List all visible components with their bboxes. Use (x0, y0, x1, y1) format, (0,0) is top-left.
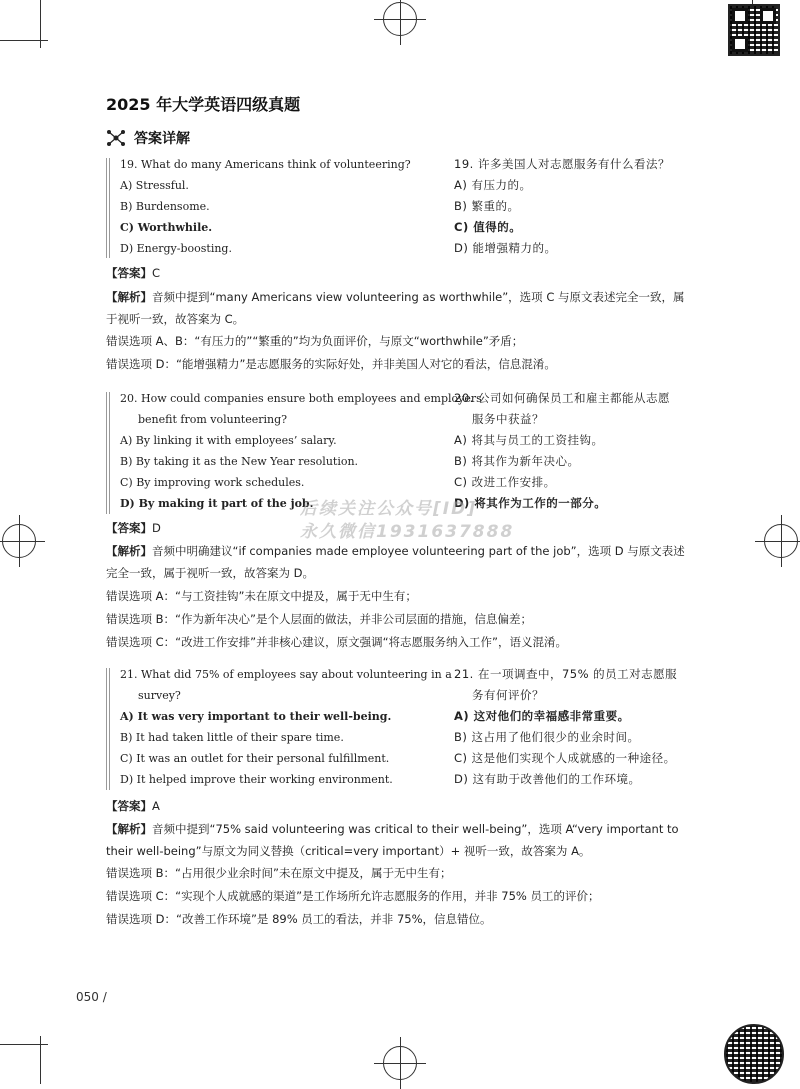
question-english (120, 388, 482, 514)
analysis-text: 音频中提到“75% said volunteering was critical to their well-being”，选项 A“very important to their well-being”与原文为同义替换（critical=very important）+ 视听一致，故答案为 A。 (106, 822, 679, 858)
question-stem-cont: survey? (138, 689, 181, 702)
analysis-paragraph (106, 540, 694, 584)
option-c-zh: C) 改进工作安排。 (454, 475, 556, 489)
question-stem-zh: 21. 在一项调查中，75% 的员工对志愿服 (454, 667, 678, 681)
question-chinese (454, 388, 696, 514)
option-a: A) By linking it with employees’ salary. (120, 434, 337, 447)
section-header (106, 128, 190, 148)
analysis-label: 【解析】 (106, 290, 152, 304)
option-b: B) Burdensome. (120, 200, 210, 213)
analysis-label: 【解析】 (106, 822, 152, 836)
crop-mark (40, 1036, 41, 1084)
option-d-zh: D) 将其作为工作的一部分。 (454, 496, 607, 510)
wrong-option-note: 错误选项 A：“与工资挂钩”未在原文中提及，属于无中生有； (106, 589, 417, 603)
registration-mark (764, 524, 798, 558)
wrong-option-note: 错误选项 B：“占用很少业余时间”未在原文中提及，属于无中生有； (106, 866, 452, 880)
option-a-zh: A) 这对他们的幸福感非常重要。 (454, 709, 630, 723)
option-b-zh: B) 这占用了他们很少的业余时间。 (454, 730, 640, 744)
option-c: C) Worthwhile. (120, 221, 213, 234)
watermark-line: 后续关注公众号[ID] (300, 499, 477, 519)
option-b: B) It had taken little of their spare time. (120, 731, 344, 744)
page-title: 2025 年大学英语四级真题 (106, 95, 301, 114)
question-block-20 (106, 388, 696, 516)
option-a: A) Stressful. (120, 179, 189, 192)
section-label: 答案详解 (134, 131, 190, 147)
analysis-paragraph (106, 818, 694, 862)
option-a-zh: A) 有压力的。 (454, 178, 532, 192)
analysis-label: 【解析】 (106, 544, 152, 558)
registration-mark (383, 2, 417, 36)
answer-label: 【答案】 (106, 521, 152, 535)
wrong-option-note: 错误选项 D：“能增强精力”是志愿服务的实际好处，并非美国人对它的看法，信息混淆。 (106, 357, 556, 371)
option-d-zh: D) 这有助于改善他们的工作环境。 (454, 772, 641, 786)
option-c-zh: C) 值得的。 (454, 220, 522, 234)
option-c-zh: C) 这是他们实现个人成就感的一种途径。 (454, 751, 676, 765)
wrong-option-note: 错误选项 B：“作为新年决心”是个人层面的做法，并非公司层面的措施，信息偏差； (106, 612, 532, 626)
registration-mark (383, 1046, 417, 1080)
qr-code-icon (724, 1024, 784, 1084)
page-number: 050 / (76, 990, 107, 1004)
answer-line (106, 262, 694, 284)
option-d: D) Energy-boosting. (120, 242, 232, 255)
analysis-paragraph (106, 286, 694, 330)
answer-label: 【答案】 (106, 799, 152, 813)
crop-mark (0, 40, 48, 41)
wrong-option-note: 错误选项 D：“改善工作环境”是 89% 员工的看法，并非 75%，信息错位。 (106, 912, 492, 926)
analysis-text: 音频中提到“many Americans view volunteering as worthwhile”，选项 C 与原文表述完全一致，属于视听一致，故答案为 C。 (106, 290, 685, 326)
question-chinese (454, 154, 696, 259)
qr-code-icon (728, 4, 780, 56)
question-stem-zh-cont: 服务中获益？ (472, 412, 544, 426)
option-c: C) By improving work schedules. (120, 476, 305, 489)
quote-bar (106, 392, 110, 514)
option-a: A) It was very important to their well-being. (120, 710, 392, 723)
watermark (300, 498, 514, 544)
option-d: D) It helped improve their working environment. (120, 773, 393, 786)
option-b-zh: B) 繁重的。 (454, 199, 520, 213)
watermark-line: 永久微信1931637888 (300, 522, 515, 542)
question-block-21 (106, 664, 696, 794)
molecule-icon (106, 129, 126, 147)
question-stem-cont: benefit from volunteering? (138, 413, 288, 426)
answer-label: 【答案】 (106, 266, 152, 280)
option-c: C) It was an outlet for their personal fulfillment. (120, 752, 390, 765)
quote-bar (106, 158, 110, 258)
question-stem-zh: 20. 公司如何确保员工和雇主都能从志愿 (454, 391, 670, 405)
question-stem-zh-cont: 务有何评价？ (472, 688, 544, 702)
wrong-option-note: 错误选项 C：“实现个人成就感的渠道”是工作场所允许志愿服务的作用，并非 75% 员工的评价； (106, 889, 600, 903)
question-stem-zh: 19. 许多美国人对志愿服务有什么看法？ (454, 157, 670, 171)
question-english (120, 664, 452, 790)
question-chinese (454, 664, 696, 790)
question-stem: 20. How could companies ensure both employees and employers (120, 392, 482, 405)
question-english (120, 154, 440, 259)
analysis-text: 音频中明确建议“if companies made employee volunteering part of the job”，选项 D 与原文表述完全一致，属于视听一致，故答案为 D。 (106, 544, 685, 580)
wrong-option-note: 错误选项 A、B：“有压力的”“繁重的”均为负面评价，与原文“worthwhile”矛盾； (106, 334, 524, 348)
answer-value: C (152, 266, 161, 280)
option-d: D) By making it part of the job. (120, 497, 314, 510)
option-b: B) By taking it as the New Year resolution. (120, 455, 359, 468)
question-stem: 19. What do many Americans think of volunteering? (120, 158, 411, 171)
question-stem: 21. What did 75% of employees say about volunteering in a (120, 668, 452, 681)
answer-line (106, 795, 694, 817)
answer-value: A (152, 799, 160, 813)
option-b-zh: B) 将其作为新年决心。 (454, 454, 580, 468)
answer-value: D (152, 521, 161, 535)
quote-bar (106, 668, 110, 790)
option-a-zh: A) 将其与员工的工资挂钩。 (454, 433, 604, 447)
question-block-19 (106, 154, 696, 262)
option-d-zh: D) 能增强精力的。 (454, 241, 557, 255)
registration-mark (2, 524, 36, 558)
wrong-option-note: 错误选项 C：“改进工作安排”并非核心建议，原文强调“将志愿服务纳入工作”，语义混淆。 (106, 635, 568, 649)
